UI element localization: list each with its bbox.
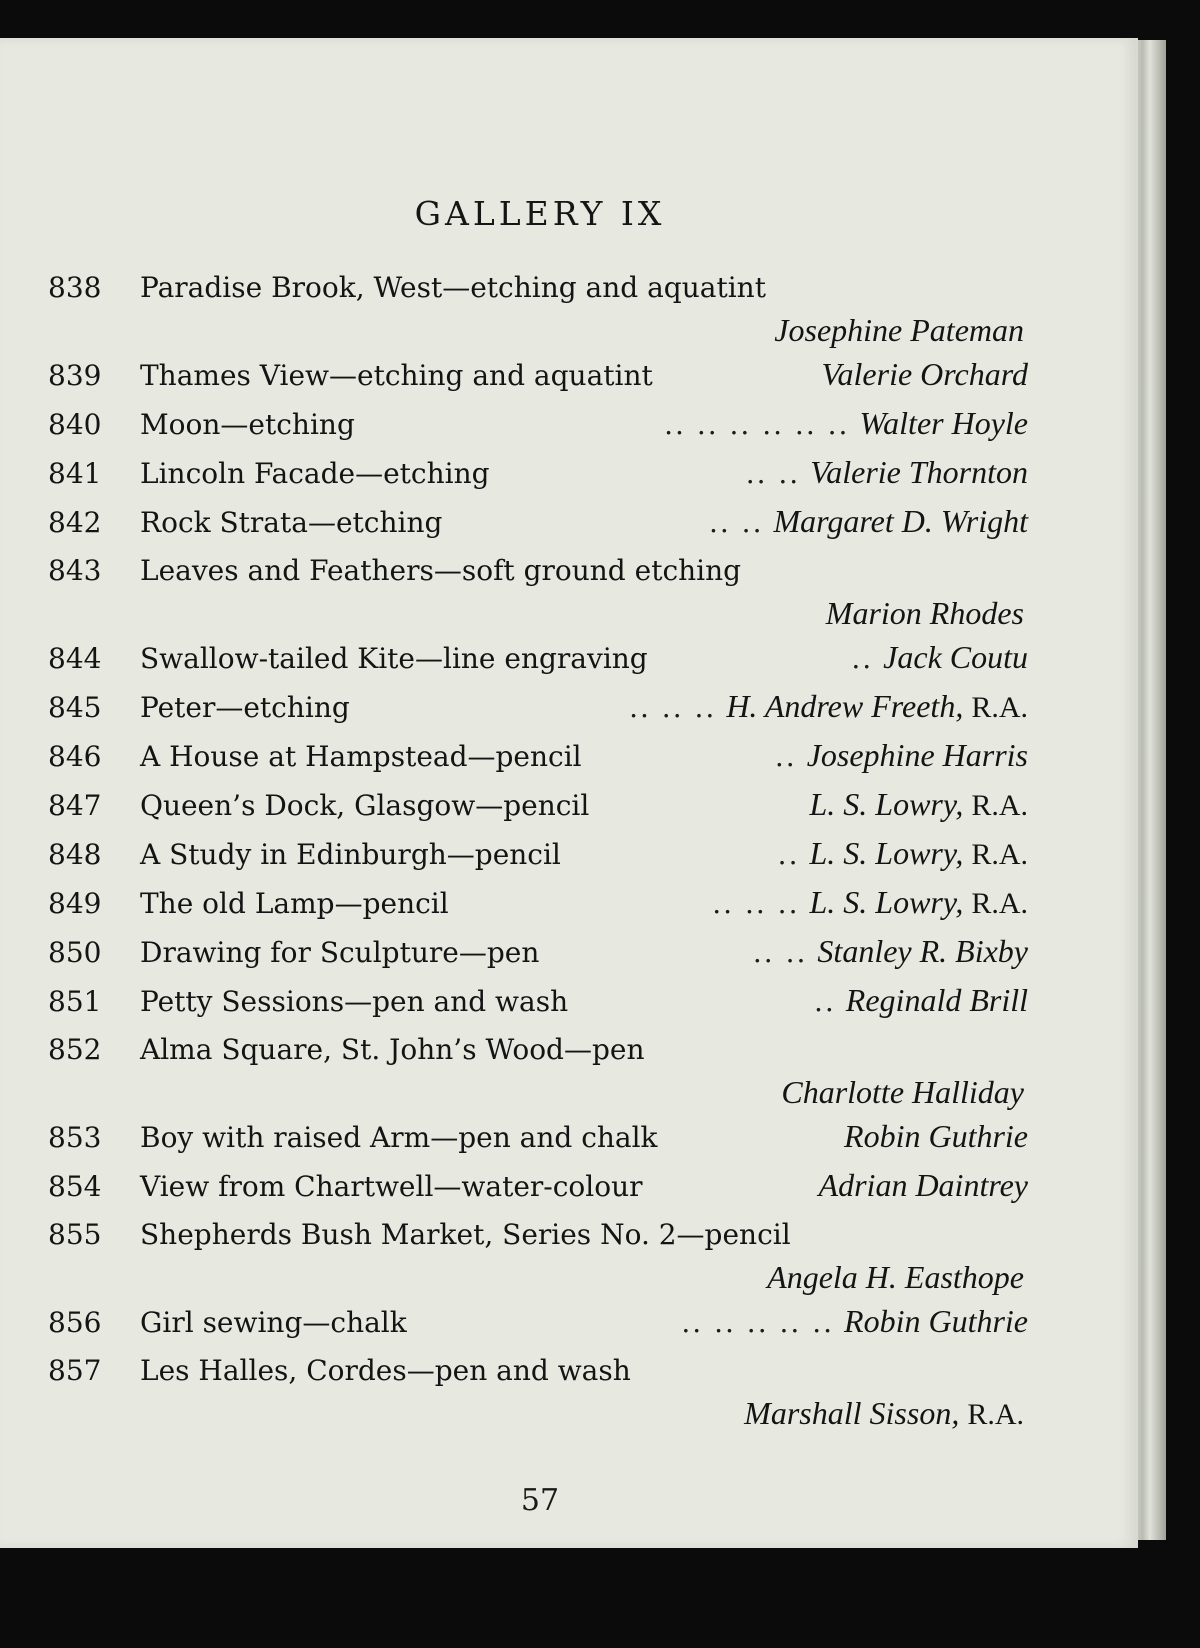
- entry-line: [48, 731, 1028, 780]
- work-title: View from Chartwell—water-colour: [140, 1170, 643, 1203]
- artist-line: [48, 1259, 1028, 1297]
- artist-name-text: L. S. Lowry,: [809, 835, 964, 871]
- entry-number: 851: [48, 985, 102, 1018]
- artist-name: [822, 350, 1028, 399]
- catalogue-entry: [48, 878, 1028, 927]
- entry-number: 853: [48, 1121, 102, 1154]
- entry-number: 847: [48, 789, 102, 822]
- work-title: Queen’s Dock, Glasgow—pencil: [140, 789, 590, 822]
- work-title: Drawing for Sculpture—pen: [140, 936, 540, 969]
- artist-name-text: Stanley R. Bixby: [817, 933, 1028, 969]
- entry-number: 850: [48, 936, 102, 969]
- work-title: Leaves and Feathers—soft ground etching: [140, 554, 742, 587]
- catalogue-entry: [48, 633, 1028, 682]
- artist-name-text: Marshall Sisson,: [744, 1395, 960, 1431]
- artist-line: [48, 595, 1028, 633]
- artist-name-text: Margaret D. Wright: [773, 503, 1028, 539]
- catalogue-entry: [48, 1161, 1028, 1210]
- entry-number: 843: [48, 554, 102, 587]
- catalogue-entry: [48, 263, 1028, 350]
- catalogue-entry: [48, 546, 1028, 633]
- dot-leaders: ..: [777, 838, 800, 871]
- artist-name-text: Robin Guthrie: [844, 1118, 1028, 1154]
- entry-number: 840: [48, 408, 102, 441]
- entry-number: 841: [48, 457, 102, 490]
- artist-suffix: R.A.: [971, 789, 1028, 822]
- dot-leaders: .. ..: [708, 506, 764, 539]
- entry-line: [48, 350, 1028, 399]
- catalogue-entry: [48, 731, 1028, 780]
- artist-name: [781, 1074, 1024, 1110]
- catalogue-entry: [48, 976, 1028, 1025]
- entry-line: [48, 263, 1028, 312]
- entry-line: [48, 1346, 1028, 1395]
- catalogue-entries: [48, 263, 1028, 1433]
- artist-name-text: Josephine Harris: [806, 737, 1028, 773]
- entry-number: 845: [48, 691, 102, 724]
- dot-leaders: ..: [851, 642, 874, 675]
- entry-number: 844: [48, 642, 102, 675]
- artist-name: [810, 448, 1028, 497]
- dot-leaders: ..: [774, 740, 797, 773]
- work-title: Thames View—etching and aquatint: [140, 359, 653, 392]
- work-title: Boy with raised Arm—pen and chalk: [140, 1121, 658, 1154]
- catalogue-entry: [48, 927, 1028, 976]
- entry-number: 855: [48, 1218, 102, 1251]
- work-title: Peter—etching: [140, 691, 350, 724]
- entry-line: [48, 448, 1028, 497]
- catalogue-entry: [48, 497, 1028, 546]
- artist-name: [859, 399, 1028, 448]
- work-title: Rock Strata—etching: [140, 506, 443, 539]
- artist-name: [826, 595, 1024, 631]
- work-title: Swallow-tailed Kite—line engraving: [140, 642, 648, 675]
- artist-name-text: Robin Guthrie: [844, 1303, 1028, 1339]
- entry-number: 854: [48, 1170, 102, 1203]
- artist-suffix: R.A.: [967, 1398, 1024, 1431]
- dot-leaders: .. .. ..: [629, 691, 717, 724]
- work-title: Paradise Brook, West—etching and aquatint: [140, 271, 766, 304]
- entry-line: [48, 399, 1028, 448]
- artist-name-text: Reginald Brill: [845, 982, 1028, 1018]
- dot-leaders: .. ..: [745, 457, 801, 490]
- entry-line: [48, 976, 1028, 1025]
- catalogue-entry: [48, 829, 1028, 878]
- artist-name-text: Valerie Orchard: [821, 356, 1028, 392]
- entry-line: [48, 1112, 1028, 1161]
- entry-line: [48, 829, 1028, 878]
- dot-leaders: .. .. .. .. .. ..: [664, 408, 850, 441]
- work-title: Moon—etching: [140, 408, 355, 441]
- artist-suffix: R.A.: [971, 838, 1028, 871]
- catalogue-entry: [48, 1210, 1028, 1297]
- dot-leaders: .. ..: [752, 936, 808, 969]
- artist-name: [846, 976, 1028, 1025]
- entry-number: 839: [48, 359, 102, 392]
- artist-suffix: R.A.: [971, 887, 1028, 920]
- entry-line: [48, 927, 1028, 976]
- work-title: The old Lamp—pencil: [140, 887, 449, 920]
- dot-leaders: .. .. ..: [712, 887, 800, 920]
- artist-suffix: R.A.: [971, 691, 1028, 724]
- artist-name: [773, 497, 1028, 546]
- artist-line: [48, 1074, 1028, 1112]
- artist-name: [807, 731, 1028, 780]
- artist-name-text: H. Andrew Freeth,: [726, 688, 964, 724]
- artist-name: [744, 1395, 1024, 1431]
- work-title: A Study in Edinburgh—pencil: [140, 838, 561, 871]
- entry-line: [48, 682, 1028, 731]
- artist-name: [883, 633, 1028, 682]
- artist-name-text: Josephine Pateman: [774, 312, 1024, 348]
- work-title: A House at Hampstead—pencil: [140, 740, 582, 773]
- catalogue-entry: [48, 780, 1028, 829]
- artist-name-text: Valerie Thornton: [810, 454, 1028, 490]
- artist-name: [809, 878, 1028, 928]
- artist-name-text: Adrian Daintrey: [818, 1167, 1028, 1203]
- entry-line: [48, 546, 1028, 595]
- entry-line: [48, 1161, 1028, 1210]
- entry-line: [48, 1210, 1028, 1259]
- work-title: Les Halles, Cordes—pen and wash: [140, 1354, 631, 1387]
- catalogue-entry: [48, 1297, 1028, 1346]
- entry-line: [48, 497, 1028, 546]
- artist-name: [844, 1297, 1028, 1346]
- artist-name-text: Marion Rhodes: [825, 595, 1024, 631]
- artist-name: [819, 1161, 1028, 1210]
- entry-number: 856: [48, 1306, 102, 1339]
- work-title: Shepherds Bush Market, Series No. 2—pencil: [140, 1218, 791, 1251]
- entry-line: [48, 878, 1028, 927]
- entry-number: 848: [48, 838, 102, 871]
- catalogue-page: [0, 38, 1138, 1548]
- work-title: Alma Square, St. John’s Wood—pen: [140, 1033, 645, 1066]
- artist-line: [48, 1395, 1028, 1433]
- entry-number: 846: [48, 740, 102, 773]
- catalogue-entry: [48, 350, 1028, 399]
- artist-name-text: L. S. Lowry,: [809, 786, 964, 822]
- artist-name: [767, 1259, 1024, 1295]
- work-title: Lincoln Facade—etching: [140, 457, 490, 490]
- entry-number: 857: [48, 1354, 102, 1387]
- catalogue-entry: [48, 1025, 1028, 1112]
- artist-name: [817, 927, 1028, 976]
- artist-name-text: L. S. Lowry,: [809, 884, 964, 920]
- artist-name-text: Charlotte Halliday: [781, 1074, 1024, 1110]
- dot-leaders: .. .. .. .. ..: [681, 1306, 835, 1339]
- work-title: Petty Sessions—pen and wash: [140, 985, 569, 1018]
- artist-name-text: Jack Coutu: [883, 639, 1028, 675]
- artist-name: [844, 1112, 1028, 1161]
- entry-line: [48, 1025, 1028, 1074]
- artist-name: [809, 829, 1028, 879]
- artist-name: [809, 780, 1028, 830]
- artist-name-text: Angela H. Easthope: [767, 1259, 1024, 1295]
- catalogue-entry: [48, 1112, 1028, 1161]
- work-title: Girl sewing—chalk: [140, 1306, 407, 1339]
- artist-name: [726, 682, 1028, 732]
- dot-leaders: ..: [813, 985, 836, 1018]
- page-number: 57: [520, 1483, 560, 1518]
- catalogue-entry: [48, 448, 1028, 497]
- artist-line: [48, 312, 1028, 350]
- entry-line: [48, 780, 1028, 829]
- artist-name: [774, 312, 1024, 348]
- entry-line: [48, 633, 1028, 682]
- catalogue-entry: [48, 399, 1028, 448]
- artist-name-text: Walter Hoyle: [859, 405, 1028, 441]
- entry-number: 842: [48, 506, 102, 539]
- entry-number: 849: [48, 887, 102, 920]
- gallery-title: GALLERY IX: [414, 194, 666, 233]
- catalogue-entry: [48, 1346, 1028, 1433]
- catalogue-entry: [48, 682, 1028, 731]
- entry-number: 852: [48, 1033, 102, 1066]
- entry-number: 838: [48, 271, 102, 304]
- entry-line: [48, 1297, 1028, 1346]
